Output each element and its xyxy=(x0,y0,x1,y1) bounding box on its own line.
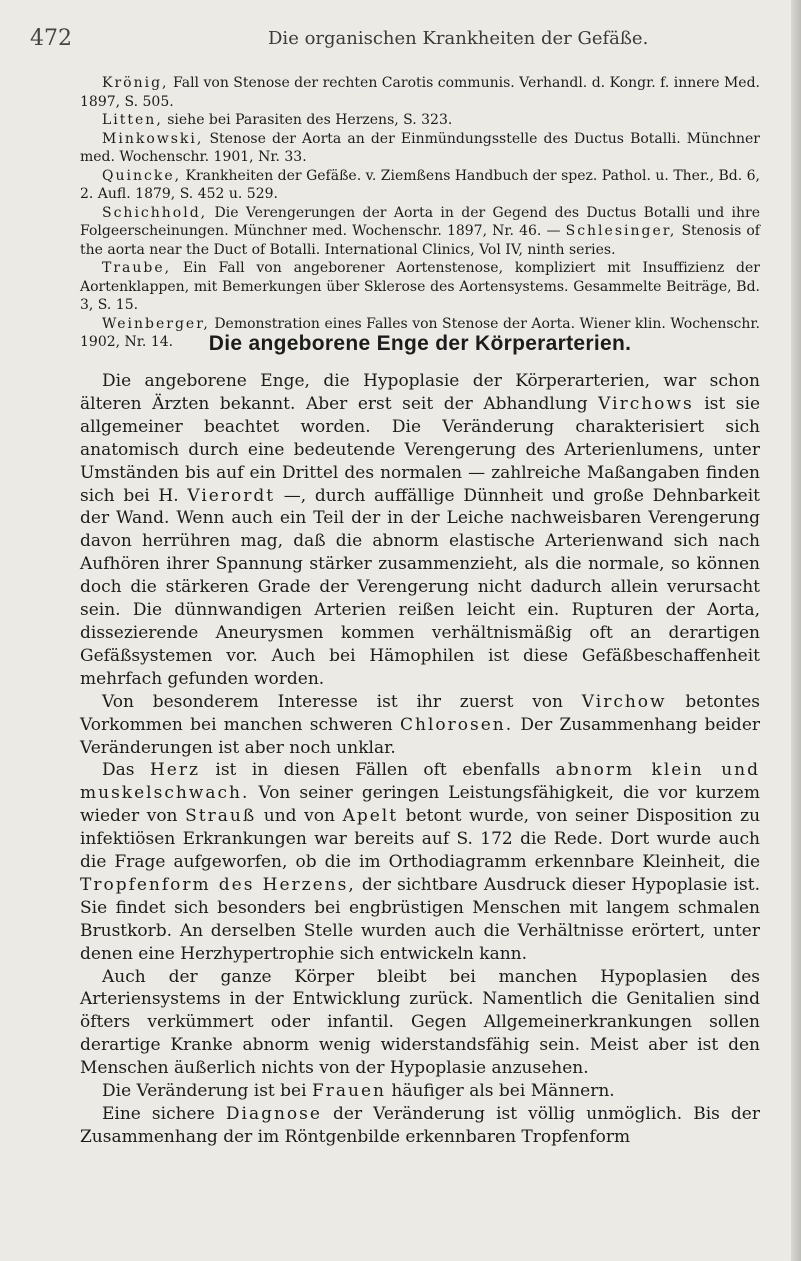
paragraph xyxy=(80,691,760,760)
reference-author: Quincke, xyxy=(102,167,182,184)
reference-text: Krankheiten der Gefäße. v. Ziemßens Handbuch der spez. Pathol. u. Ther., Bd. 6, 2. Aufl. 1879, S. 452 u. 529. xyxy=(80,167,760,202)
reference-author: Krönig, xyxy=(102,75,169,91)
reference-text: Ein Fall von angeborener Aortenstenose, kompliziert mit Insuffizienz der Aortenklappen, mit Bemerkungen über Sklerose des Aortensystems. Gesammelte Beiträge, Bd. 3, S. 15. xyxy=(80,260,760,313)
page-edge-shadow xyxy=(791,0,801,1261)
reference-author: Traube, xyxy=(102,260,172,276)
paragraph xyxy=(80,1103,760,1149)
text-run: Von seiner geringen Leistungsfähigkeit, die vor kurzem wieder von xyxy=(80,783,760,827)
text-run: ist sie allgemeiner beachtet worden. Die Veränderung charakterisiert sich anatomisch durch eine bedeutende Verengerung des Arterienlumens, unter Umständen bis auf ein Drittel des normalen — zahlreiche Maßangaben finden sich bei H. xyxy=(80,393,761,506)
reference-text: Stenosis of the aorta near the Duct of Botalli. International Clinics, Vol IV, ninth series. xyxy=(80,223,760,258)
spaced-term: Herz xyxy=(149,760,200,781)
text-run: Der Zusammenhang beider Veränderungen ist aber noch unklar. xyxy=(80,714,761,758)
page-number: 472 xyxy=(30,26,72,51)
reference-author: Schichhold, xyxy=(102,204,208,221)
paragraph xyxy=(80,759,760,965)
text-run: Auch der ganze Körper bleibt bei manchen Hypoplasien des Arteriensystems in der Entwicklung zurück. Namentlich die Genitalien sind öfters verkümmert oder infantil. Gegen Allgemeinerkrankungen sollen derartige Kranke abnorm wenig widerstandsfähig sein. Meist aber ist den Menschen äußerlich nichts von der Hypoplasie anzusehen. xyxy=(80,966,760,1079)
text-run: der Veränderung ist völlig unmöglich. Bis der Zusammenhang der im Röntgenbilde erkennbaren Tropfenform xyxy=(80,1104,760,1147)
reference-text: Stenose der Aorta an der Einmündungsstelle des Ductus Botalli. Münchner med. Wochenschr. 1901, Nr. 33. xyxy=(80,130,760,165)
spaced-term: abnorm klein und muskelschwach. xyxy=(80,760,760,804)
reference-item xyxy=(80,130,760,167)
text-run: Von besonderem Interesse ist ihr zuerst von xyxy=(102,691,582,712)
reference-item xyxy=(80,74,760,111)
reference-author: Litten, xyxy=(102,112,163,128)
reference-text: siehe bei Parasiten des Herzens, S. 323. xyxy=(162,112,453,128)
spaced-term: Chlorosen. xyxy=(399,714,514,735)
reference-text: Demonstration eines Falles von Stenose der Aorta. Wiener klin. Wochenschr. 1902, Nr. 14. xyxy=(80,315,760,350)
text-run: und von xyxy=(256,806,343,827)
spaced-term: Frauen xyxy=(311,1081,386,1102)
paragraph xyxy=(80,370,760,691)
reference-list xyxy=(80,74,760,352)
reference-item xyxy=(80,111,760,130)
spaced-name: Virchow xyxy=(581,691,667,712)
reference-text: Fall von Stenose der rechten Carotis communis. Verhandl. d. Kongr. f. innere Med. 1897, S. 505. xyxy=(80,75,760,110)
text-run: der sichtbare Ausdruck dieser Hypoplasie ist. Sie findet sich besonders bei engbrüstigen Menschen mit langem schmalen Brustkorb. An derselben Stelle wurden auch die Verhältnisse erörtert, unter denen eine Herzhypertrophie sich entwickeln kann. xyxy=(80,874,760,964)
spaced-name: Vierordt xyxy=(187,485,276,506)
paragraph xyxy=(80,966,760,1081)
spaced-name: Apelt xyxy=(342,806,399,827)
spaced-term: Diagnose xyxy=(225,1104,322,1124)
text-run: betontes Vorkommen bei manchen schweren xyxy=(80,691,760,735)
paragraph xyxy=(80,1080,760,1103)
text-run: Das xyxy=(102,760,150,781)
text-run: Eine sichere xyxy=(102,1104,226,1124)
reference-author: Weinberger, xyxy=(102,315,210,332)
spaced-term: Tropfenform des Herzens, xyxy=(80,874,356,895)
reference-item xyxy=(80,259,760,315)
text-run: ist in diesen Fällen oft ebenfalls xyxy=(199,760,556,781)
reference-author: Minkowski, xyxy=(102,130,204,147)
text-run: Die Veränderung ist bei xyxy=(102,1081,312,1102)
page-header xyxy=(0,26,801,56)
reference-item xyxy=(80,167,760,204)
section-title: Die angeborene Enge der Körperarterien. xyxy=(208,332,632,355)
reference-item xyxy=(80,204,760,260)
text-run: häufiger als bei Männern. xyxy=(385,1081,615,1102)
text-run: Die angeborene Enge, die Hypoplasie der Körperarterien, war schon älteren Ärzten bekannt. Aber erst seit der Abhandlung xyxy=(80,371,760,414)
spaced-name: Strauß xyxy=(185,806,257,827)
text-run: betont wurde, von seiner Disposition zu infektiösen Erkrankungen war bereits auf S. 172 die Rede. Dort wurde auch die Frage aufgeworfen, ob die im Orthodiagramm erkennbare Kleinheit, die xyxy=(80,806,761,873)
reference-author: Schlesinger, xyxy=(565,223,677,239)
spaced-name: Virchows xyxy=(598,393,694,414)
running-title: Die organischen Krankheiten der Gefäße. xyxy=(268,28,649,49)
body-text xyxy=(80,370,760,1149)
text-run: —, durch auffällige Dünnheit und große Dehnbarkeit der Wand. Wenn auch ein Teil der in der Leiche nachweisbaren Verengerung davon herrühren mag, daß die abnorm elastische Arterienwand sich nach Aufhören ihrer Spannung stärker zusammenzieht, als die normale, so können doch die stärkeren Grade der Verengerung nicht dadurch allein verursacht sein. Die dünnwandigen Arterien reißen leicht ein. Rupturen der Aorta, dissezierende Aneurysmen kommen verhältnismäßig oft an derartigen Gefäßsystemen vor. Auch bei Hämophilen ist diese Gefäßbeschaffenheit mehrfach gefunden worden. xyxy=(80,485,761,689)
reference-text: Die Verengerungen der Aorta in der Gegend des Ductus Botalli und ihre Folgeerscheinungen. Münchner med. Wochenschr. 1897, Nr. 46. — xyxy=(80,204,760,239)
